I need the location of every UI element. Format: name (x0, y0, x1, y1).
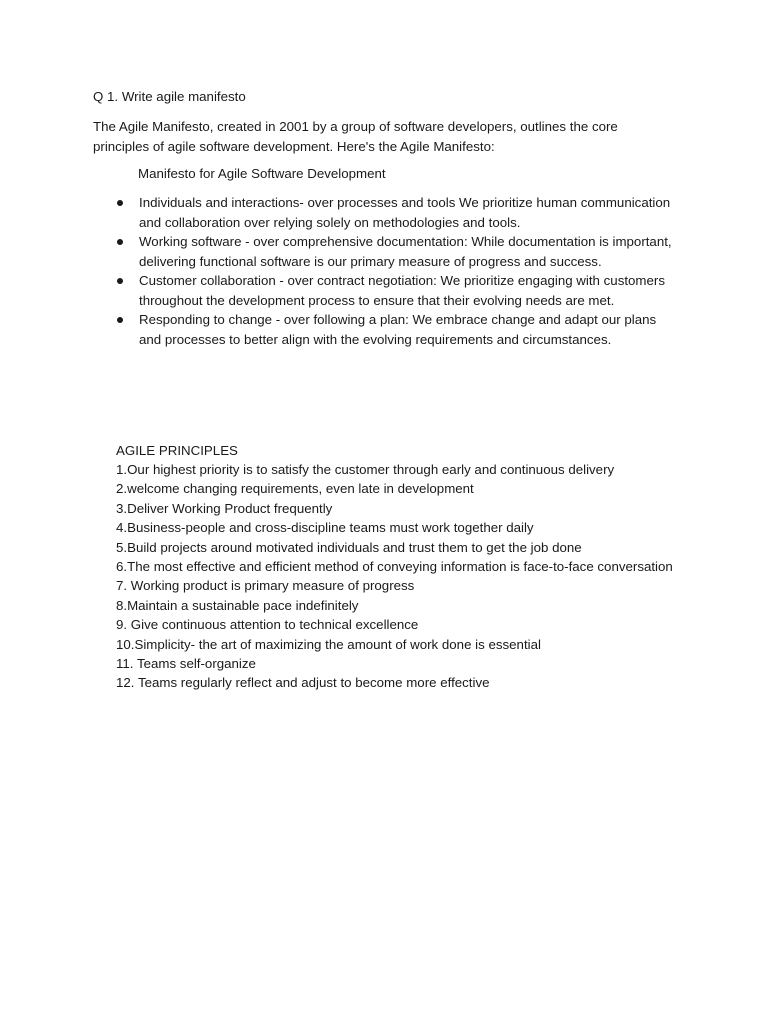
principles-list (116, 460, 674, 693)
list-item (115, 232, 675, 271)
bullet-icon (117, 239, 123, 245)
bullet-icon (117, 200, 123, 206)
principle-item: 4.Business-people and cross-discipline teams must work together daily (116, 520, 534, 536)
bullet-icon (117, 278, 123, 284)
manifesto-title: Manifesto for Agile Software Development (138, 166, 386, 181)
list-item (115, 271, 675, 310)
principle-item: 8.Maintain a sustainable pace indefinitely (116, 597, 359, 613)
list-item (115, 310, 675, 349)
principle-item: 1.Our highest priority is to satisfy the customer through early and continuous delivery (116, 462, 615, 477)
principle-item: 6.The most effective and efficient method of conveying information is face-to-face conversation (116, 559, 673, 575)
principles-heading: AGILE PRINCIPLES (116, 443, 238, 458)
principle-item: 2.welcome changing requirements, even late in development (116, 481, 474, 497)
manifesto-values-list (115, 193, 675, 349)
list-item (115, 193, 675, 232)
principle-item: 3.Deliver Working Product frequently (116, 500, 333, 516)
list-item-text: Responding to change - over following a plan: We embrace change and adapt our plans and processes to better align with the evolving requirements and circumstances. (139, 312, 657, 347)
principle-item: 10.Simplicity- the art of maximizing the amount of work done is essential (116, 636, 541, 652)
principle-item: 7. Working product is primary measure of progress (116, 578, 415, 594)
intro-paragraph: The Agile Manifesto, created in 2001 by a group of software developers, outlines the core principles of agile software development. Here's the Agile Manifesto: (93, 119, 618, 154)
list-item-text: Working software - over comprehensive documentation: While documentation is important, delivering functional software is our primary measure of progress and success. (139, 234, 672, 269)
list-item-text: Individuals and interactions- over processes and tools We prioritize human communication and collaboration over relying solely on methodologies and tools. (139, 195, 671, 230)
principle-item: 12. Teams regularly reflect and adjust to become more effective (116, 675, 490, 691)
question-heading: Q 1. Write agile manifesto (93, 89, 246, 104)
list-item-text: Customer collaboration - over contract negotiation: We prioritize engaging with customers throughout the development process to ensure that their evolving needs are met. (139, 273, 665, 308)
bullet-icon (117, 317, 123, 323)
principle-item: 9. Give continuous attention to technical excellence (116, 617, 419, 633)
principle-item: 5.Build projects around motivated individuals and trust them to get the job done (116, 539, 582, 555)
principle-item: 11. Teams self-organize (116, 656, 256, 672)
